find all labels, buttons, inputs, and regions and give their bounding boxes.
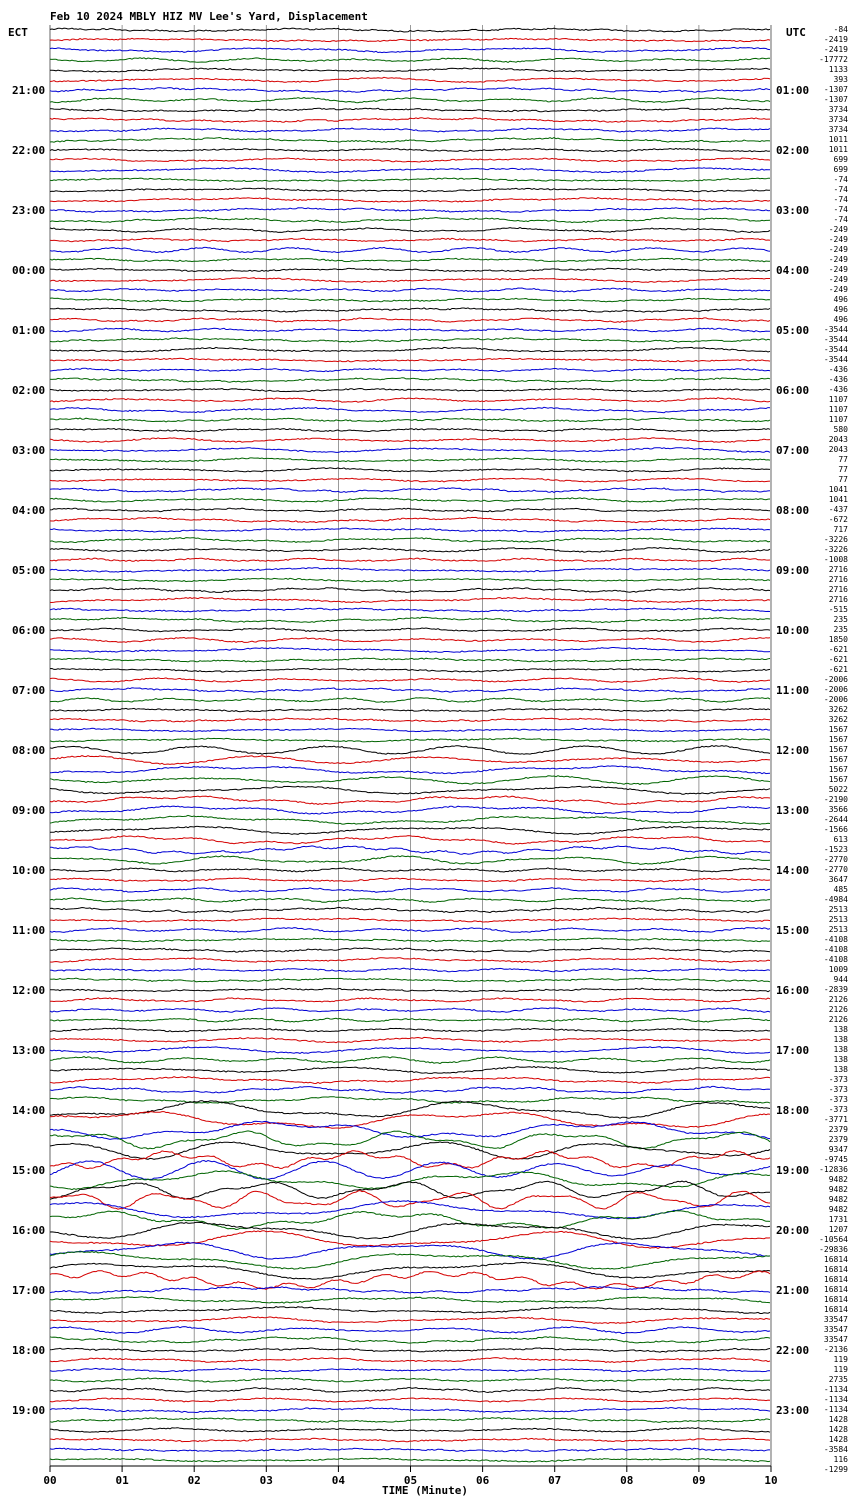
trace-offset-label: -515 <box>828 605 848 614</box>
ect-hour-label: 22:00 <box>12 144 46 157</box>
trace-offset-label: 496 <box>833 315 848 324</box>
trace-offset-label: -74 <box>833 205 848 214</box>
trace-offset-label: -1299 <box>823 1465 848 1474</box>
trace-offset-label: -1008 <box>823 555 848 564</box>
utc-hour-label: 21:00 <box>776 1284 810 1297</box>
trace-offset-label: 16814 <box>823 1275 848 1284</box>
trace-offset-label: -9745 <box>823 1155 848 1164</box>
trace-offset-label: 9482 <box>828 1195 848 1204</box>
utc-hour-label: 14:00 <box>776 864 810 877</box>
ect-hour-label: 03:00 <box>12 444 46 457</box>
trace-offset-label: -436 <box>828 385 848 394</box>
trace-offset-label: 116 <box>833 1455 848 1464</box>
trace-offset-label: 2379 <box>828 1135 848 1144</box>
trace-offset-label: 16814 <box>823 1295 848 1304</box>
trace-offset-label: 33547 <box>823 1335 848 1344</box>
utc-hour-label: 01:00 <box>776 84 810 97</box>
trace-offset-label: -249 <box>828 235 848 244</box>
right-axis-label-utc: UTC <box>786 26 806 39</box>
trace-offset-label: -2644 <box>823 815 848 824</box>
utc-hour-label: 23:00 <box>776 1404 810 1417</box>
ect-hour-label: 11:00 <box>12 924 46 937</box>
trace-offset-label: 2126 <box>828 1005 848 1014</box>
trace-offset-label: 3566 <box>828 805 848 814</box>
trace-offset-label: -2136 <box>823 1345 848 1354</box>
utc-hour-label: 19:00 <box>776 1164 810 1177</box>
trace-offset-label: -373 <box>828 1095 848 1104</box>
trace-offset-label: -1134 <box>823 1395 848 1404</box>
trace-offset-label: 1011 <box>828 145 848 154</box>
trace-offset-label: -1566 <box>823 825 848 834</box>
utc-hour-label: 11:00 <box>776 684 810 697</box>
trace-offset-label: 580 <box>833 425 848 434</box>
trace-offset-label: 1107 <box>828 395 848 404</box>
ect-hour-label: 08:00 <box>12 744 46 757</box>
trace-offset-label: -2770 <box>823 865 848 874</box>
ect-hour-label: 16:00 <box>12 1224 46 1237</box>
trace-offset-label: 2126 <box>828 995 848 1004</box>
trace-offset-label: 2513 <box>828 925 848 934</box>
trace-offset-label: -373 <box>828 1085 848 1094</box>
trace-offset-label: 1850 <box>828 635 848 644</box>
ect-hour-label: 23:00 <box>12 204 46 217</box>
trace-offset-label: 2735 <box>828 1375 848 1384</box>
trace-offset-label: 1041 <box>828 485 848 494</box>
trace-offset-label: 1133 <box>828 65 848 74</box>
trace-offset-label: -2419 <box>823 35 848 44</box>
utc-hour-label: 09:00 <box>776 564 810 577</box>
trace-offset-label: -29836 <box>819 1245 848 1254</box>
trace-offset-label: -3771 <box>823 1115 848 1124</box>
x-tick-label: 07 <box>548 1474 562 1487</box>
trace-offset-label: 613 <box>833 835 848 844</box>
trace-offset-label: 9482 <box>828 1205 848 1214</box>
trace-offset-label: -3544 <box>823 345 848 354</box>
ect-hour-label: 04:00 <box>12 504 46 517</box>
ect-hour-label: 15:00 <box>12 1164 46 1177</box>
trace-offset-label: 2043 <box>828 435 848 444</box>
left-axis-label-ect: ECT <box>8 26 28 39</box>
utc-hour-label: 15:00 <box>776 924 810 937</box>
trace-offset-label: -2770 <box>823 855 848 864</box>
utc-hour-label: 17:00 <box>776 1044 810 1057</box>
x-tick-label: 01 <box>115 1474 129 1487</box>
trace-offset-label: 16814 <box>823 1285 848 1294</box>
trace-offset-label: -249 <box>828 255 848 264</box>
trace-offset-label: -4984 <box>823 895 848 904</box>
trace-offset-label: -2190 <box>823 795 848 804</box>
trace-offset-label: 1567 <box>828 725 848 734</box>
trace-offset-label: -436 <box>828 375 848 384</box>
trace-offset-label: -3226 <box>823 545 848 554</box>
ect-hour-label: 02:00 <box>12 384 46 397</box>
trace-offset-label: -4108 <box>823 935 848 944</box>
utc-hour-label: 12:00 <box>776 744 810 757</box>
x-tick-label: 08 <box>620 1474 634 1487</box>
trace-offset-label: 1011 <box>828 135 848 144</box>
trace-offset-label: -249 <box>828 225 848 234</box>
x-tick-label: 04 <box>331 1474 346 1487</box>
trace-offset-label: 1428 <box>828 1415 848 1424</box>
trace-offset-label: 1567 <box>828 755 848 764</box>
trace-offset-label: -436 <box>828 365 848 374</box>
trace-offset-label: -621 <box>828 665 848 674</box>
ect-hour-label: 09:00 <box>12 804 46 817</box>
ect-hour-label: 19:00 <box>12 1404 46 1417</box>
ect-hour-label: 13:00 <box>12 1044 46 1057</box>
trace-offset-label: -2006 <box>823 695 848 704</box>
trace-offset-label: 5022 <box>828 785 848 794</box>
trace-offset-label: 2716 <box>828 575 848 584</box>
trace-offset-label: -1134 <box>823 1385 848 1394</box>
trace-offset-label: 2043 <box>828 445 848 454</box>
ect-hour-label: 00:00 <box>12 264 46 277</box>
ect-hour-label: 10:00 <box>12 864 46 877</box>
trace-offset-label: -373 <box>828 1105 848 1114</box>
trace-offset-label: 1428 <box>828 1435 848 1444</box>
trace-offset-label: -84 <box>833 25 848 34</box>
trace-offset-label: 1107 <box>828 405 848 414</box>
trace-offset-label: -2006 <box>823 675 848 684</box>
trace-offset-label: 2126 <box>828 1015 848 1024</box>
trace-offset-label: 9482 <box>828 1175 848 1184</box>
trace-offset-label: 3734 <box>828 115 848 124</box>
utc-hour-label: 20:00 <box>776 1224 810 1237</box>
x-tick-label: 03 <box>259 1474 273 1487</box>
trace-offset-label: 33547 <box>823 1325 848 1334</box>
utc-hour-label: 08:00 <box>776 504 810 517</box>
x-tick-label: 02 <box>187 1474 201 1487</box>
trace-offset-label: 485 <box>833 885 848 894</box>
trace-offset-label: -249 <box>828 265 848 274</box>
trace-offset-label: -4108 <box>823 945 848 954</box>
utc-hour-label: 04:00 <box>776 264 810 277</box>
trace-offset-label: -10564 <box>819 1235 848 1244</box>
ect-hour-label: 07:00 <box>12 684 46 697</box>
trace-offset-label: 699 <box>833 165 848 174</box>
trace-offset-label: -74 <box>833 195 848 204</box>
trace-offset-label: -74 <box>833 175 848 184</box>
ect-hour-label: 06:00 <box>12 624 46 637</box>
trace-offset-label: 3647 <box>828 875 848 884</box>
trace-offset-label: 33547 <box>823 1315 848 1324</box>
trace-offset-label: 2716 <box>828 595 848 604</box>
trace-offset-label: -249 <box>828 275 848 284</box>
ect-hour-label: 01:00 <box>12 324 46 337</box>
trace-offset-label: -672 <box>828 515 848 524</box>
trace-offset-label: -3544 <box>823 335 848 344</box>
x-tick-label: 06 <box>475 1474 490 1487</box>
trace-offset-label: 2513 <box>828 905 848 914</box>
trace-offset-label: 496 <box>833 295 848 304</box>
utc-hour-label: 07:00 <box>776 444 810 457</box>
trace-offset-label: 235 <box>833 615 848 624</box>
x-axis-label: TIME (Minute) <box>381 1484 469 1497</box>
trace-offset-label: 2513 <box>828 915 848 924</box>
trace-offset-label: -621 <box>828 655 848 664</box>
trace-offset-label: -2839 <box>823 985 848 994</box>
ect-hour-label: 14:00 <box>12 1104 46 1117</box>
trace-offset-label: 3262 <box>828 715 848 724</box>
trace-offset-label: -1307 <box>823 95 848 104</box>
ect-hour-label: 18:00 <box>12 1344 46 1357</box>
utc-hour-label: 06:00 <box>776 384 810 397</box>
trace-offset-label: 1567 <box>828 745 848 754</box>
trace-offset-label: 138 <box>833 1035 848 1044</box>
trace-offset-label: 393 <box>833 75 848 84</box>
x-tick-label: 09 <box>692 1474 706 1487</box>
trace-offset-label: -2419 <box>823 45 848 54</box>
trace-offset-label: -3544 <box>823 355 848 364</box>
chart-title: Feb 10 2024 MBLY HIZ MV Lee's Yard, Displacement <box>50 10 368 23</box>
utc-hour-label: 16:00 <box>776 984 810 997</box>
trace-offset-label: 138 <box>833 1025 848 1034</box>
utc-hour-label: 05:00 <box>776 324 810 337</box>
trace-offset-label: 2716 <box>828 585 848 594</box>
trace-offset-label: 2716 <box>828 565 848 574</box>
trace-offset-label: 1009 <box>828 965 848 974</box>
trace-offset-label: 3262 <box>828 705 848 714</box>
trace-offset-label: 1567 <box>828 775 848 784</box>
trace-offset-label: 138 <box>833 1055 848 1064</box>
trace-offset-label: 3734 <box>828 125 848 134</box>
x-tick-label: 10 <box>764 1474 778 1487</box>
trace-offset-label: -2006 <box>823 685 848 694</box>
trace-offset-label: 119 <box>833 1365 848 1374</box>
ect-hour-label: 12:00 <box>12 984 46 997</box>
trace-offset-label: -1307 <box>823 85 848 94</box>
trace-offset-label: 699 <box>833 155 848 164</box>
trace-offset-label: 944 <box>833 975 848 984</box>
trace-offset-label: 77 <box>838 475 848 484</box>
trace-offset-label: -249 <box>828 245 848 254</box>
utc-hour-label: 13:00 <box>776 804 810 817</box>
trace-offset-label: 9347 <box>828 1145 848 1154</box>
utc-hour-label: 02:00 <box>776 144 810 157</box>
trace-offset-label: 9482 <box>828 1185 848 1194</box>
trace-offset-label: 16814 <box>823 1255 848 1264</box>
trace-offset-label: 1107 <box>828 415 848 424</box>
trace-offset-label: -249 <box>828 285 848 294</box>
trace-offset-label: 1731 <box>828 1215 848 1224</box>
trace-offset-label: 1567 <box>828 765 848 774</box>
trace-offset-label: 496 <box>833 305 848 314</box>
trace-offset-label: -437 <box>828 505 848 514</box>
trace-offset-label: -373 <box>828 1075 848 1084</box>
utc-hour-label: 18:00 <box>776 1104 810 1117</box>
trace-offset-label: 119 <box>833 1355 848 1364</box>
utc-hour-label: 03:00 <box>776 204 810 217</box>
trace-offset-label: -12836 <box>819 1165 848 1174</box>
x-tick-label: 05 <box>403 1474 418 1487</box>
trace-offset-label: 3734 <box>828 105 848 114</box>
trace-offset-label: -3544 <box>823 325 848 334</box>
trace-offset-label: 717 <box>833 525 848 534</box>
trace-offset-label: 1041 <box>828 495 848 504</box>
trace-offset-label: 235 <box>833 625 848 634</box>
trace-offset-label: -17772 <box>819 55 848 64</box>
trace-offset-label: 138 <box>833 1045 848 1054</box>
trace-offset-label: -3584 <box>823 1445 848 1454</box>
trace-offset-label: 1428 <box>828 1425 848 1434</box>
trace-offset-label: 16814 <box>823 1265 848 1274</box>
utc-hour-label: 10:00 <box>776 624 810 637</box>
ect-hour-label: 21:00 <box>12 84 46 97</box>
trace-offset-label: 77 <box>838 465 848 474</box>
trace-offset-label: 16814 <box>823 1305 848 1314</box>
trace-offset-label: -621 <box>828 645 848 654</box>
trace-offset-label: -1134 <box>823 1405 848 1414</box>
trace-offset-label: -3226 <box>823 535 848 544</box>
trace-offset-label: 1567 <box>828 735 848 744</box>
trace-offset-label: 2379 <box>828 1125 848 1134</box>
x-tick-label: 00 <box>43 1474 57 1487</box>
trace-offset-label: 138 <box>833 1065 848 1074</box>
trace-offset-label: -74 <box>833 215 848 224</box>
ect-hour-label: 17:00 <box>12 1284 46 1297</box>
trace-offset-label: 1207 <box>828 1225 848 1234</box>
utc-hour-label: 22:00 <box>776 1344 810 1357</box>
trace-offset-label: -4108 <box>823 955 848 964</box>
ect-hour-label: 05:00 <box>12 564 46 577</box>
trace-offset-label: -74 <box>833 185 848 194</box>
trace-offset-label: -1523 <box>823 845 848 854</box>
trace-offset-label: 77 <box>838 455 848 464</box>
